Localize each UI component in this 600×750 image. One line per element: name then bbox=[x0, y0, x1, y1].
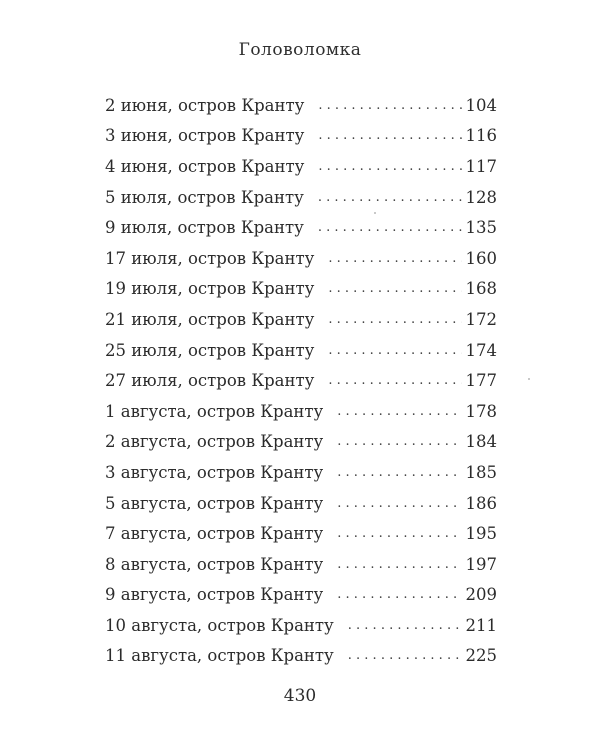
toc-entry-page: 195 bbox=[465, 524, 497, 544]
toc-entry[interactable] bbox=[105, 580, 497, 611]
toc-entry-title: 27 июля, остров Кранту bbox=[105, 371, 315, 391]
dot-leader bbox=[328, 312, 461, 327]
paper-speck bbox=[374, 212, 376, 214]
dot-leader bbox=[328, 251, 461, 266]
toc-entry[interactable] bbox=[105, 610, 497, 641]
toc-entry-title: 3 июня, остров Кранту bbox=[105, 126, 305, 146]
table-of-contents bbox=[105, 90, 497, 671]
toc-entry-title: 11 августа, остров Кранту bbox=[105, 646, 334, 666]
dot-leader bbox=[348, 618, 462, 633]
toc-entry-page: 168 bbox=[465, 279, 497, 299]
page-number: 430 bbox=[283, 686, 317, 706]
running-header: Головоломка bbox=[238, 40, 362, 60]
dot-leader bbox=[318, 98, 461, 113]
toc-entry-page: 174 bbox=[465, 340, 497, 360]
toc-entry-page: 211 bbox=[465, 615, 497, 635]
toc-entry[interactable] bbox=[105, 641, 497, 672]
toc-entry-title: 2 августа, остров Кранту bbox=[105, 432, 324, 452]
toc-entry-title: 19 июля, остров Кранту bbox=[105, 279, 315, 299]
dot-leader bbox=[318, 128, 461, 143]
toc-entry-page: 135 bbox=[465, 218, 497, 238]
toc-entry-title: 25 июля, остров Кранту bbox=[105, 340, 315, 360]
dot-leader bbox=[318, 190, 462, 205]
toc-entry-page: 172 bbox=[465, 309, 497, 329]
toc-entry[interactable] bbox=[105, 365, 497, 396]
toc-entry-page: 184 bbox=[465, 432, 497, 452]
toc-entry-page: 185 bbox=[465, 462, 497, 482]
toc-entry-page: 104 bbox=[465, 95, 497, 115]
toc-entry-page: 197 bbox=[465, 554, 497, 574]
toc-entry-page: 178 bbox=[465, 401, 497, 421]
dot-leader bbox=[318, 159, 461, 174]
toc-entry[interactable] bbox=[105, 121, 497, 152]
dot-leader bbox=[337, 496, 461, 511]
toc-entry-page: 177 bbox=[465, 371, 497, 391]
toc-entry[interactable] bbox=[105, 549, 497, 580]
paper-speck bbox=[528, 378, 530, 380]
dot-leader bbox=[328, 373, 461, 388]
dot-leader bbox=[328, 343, 461, 358]
dot-leader bbox=[337, 434, 461, 449]
dot-leader bbox=[328, 281, 461, 296]
dot-leader bbox=[348, 648, 462, 663]
toc-entry-page: 117 bbox=[465, 156, 497, 176]
toc-entry[interactable] bbox=[105, 243, 497, 274]
toc-entry-title: 7 августа, остров Кранту bbox=[105, 524, 324, 544]
dot-leader bbox=[337, 557, 461, 572]
toc-entry-title: 5 августа, остров Кранту bbox=[105, 493, 324, 513]
toc-entry-title: 5 июля, остров Кранту bbox=[105, 187, 304, 207]
toc-entry[interactable] bbox=[105, 304, 497, 335]
toc-entry-title: 2 июня, остров Кранту bbox=[105, 95, 305, 115]
toc-entry[interactable] bbox=[105, 212, 497, 243]
toc-entry-page: 209 bbox=[465, 585, 497, 605]
toc-entry[interactable] bbox=[105, 396, 497, 427]
dot-leader bbox=[337, 404, 461, 419]
toc-entry[interactable] bbox=[105, 90, 497, 121]
toc-entry-title: 1 августа, остров Кранту bbox=[105, 401, 324, 421]
toc-entry[interactable] bbox=[105, 182, 497, 213]
toc-entry-title: 17 июля, остров Кранту bbox=[105, 248, 315, 268]
toc-entry[interactable] bbox=[105, 457, 497, 488]
dot-leader bbox=[318, 220, 462, 235]
toc-entry-title: 8 августа, остров Кранту bbox=[105, 554, 324, 574]
toc-entry[interactable] bbox=[105, 488, 497, 519]
toc-entry-title: 9 июля, остров Кранту bbox=[105, 218, 304, 238]
toc-entry-title: 9 августа, остров Кранту bbox=[105, 585, 324, 605]
dot-leader bbox=[337, 587, 461, 602]
toc-entry-title: 21 июля, остров Кранту bbox=[105, 309, 315, 329]
toc-entry-page: 225 bbox=[465, 646, 497, 666]
toc-entry-page: 128 bbox=[465, 187, 497, 207]
toc-entry-title: 10 августа, остров Кранту bbox=[105, 615, 334, 635]
toc-entry-title: 4 июня, остров Кранту bbox=[105, 156, 305, 176]
toc-entry-page: 186 bbox=[465, 493, 497, 513]
toc-entry-page: 116 bbox=[465, 126, 497, 146]
toc-entry[interactable] bbox=[105, 518, 497, 549]
dot-leader bbox=[337, 465, 461, 480]
toc-entry[interactable] bbox=[105, 151, 497, 182]
toc-entry-title: 3 августа, остров Кранту bbox=[105, 462, 324, 482]
toc-entry[interactable] bbox=[105, 274, 497, 305]
dot-leader bbox=[337, 526, 461, 541]
toc-entry[interactable] bbox=[105, 427, 497, 458]
toc-entry-page: 160 bbox=[465, 248, 497, 268]
toc-entry[interactable] bbox=[105, 335, 497, 366]
